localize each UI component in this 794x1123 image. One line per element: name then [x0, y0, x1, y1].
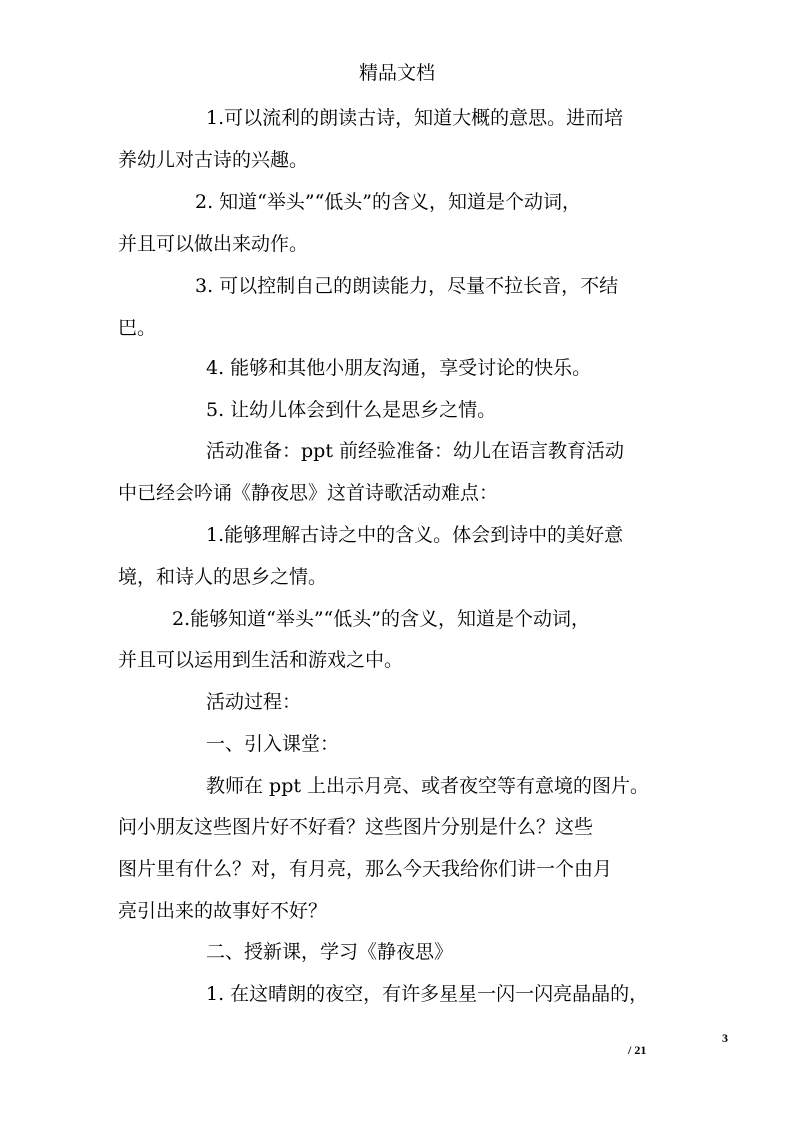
text-line: 活动准备：ppt 前经验准备：幼儿在语言教育活动 — [206, 440, 625, 462]
text-line: 养幼儿对古诗的兴趣。 — [118, 149, 309, 171]
text-line: 活动过程： — [206, 691, 302, 713]
text-line: 1.可以流利的朗读古诗，知道大概的意思。进而培 — [206, 107, 624, 129]
text-line: 问小朋友这些图片好不好看？这些图片分别是什么？这些 — [118, 816, 594, 838]
text-line: 一、引入课堂： — [206, 733, 340, 755]
text-line: 3. 可以控制自己的朗读能力，尽量不拉长音，不结 — [195, 275, 619, 297]
text-line: 境，和诗人的思乡之情。 — [118, 566, 328, 588]
text-line: 2. 知道“举头”“低头”的含义，知道是个动词， — [195, 191, 582, 213]
text-line: 图片里有什么？对，有月亮，那么今天我给你们讲一个由月 — [118, 858, 613, 880]
text-line: 1. 在这晴朗的夜空，有许多星星一闪一闪亮晶晶的， — [206, 983, 649, 1005]
text-line: 4. 能够和其他小朋友沟通，享受讨论的快乐。 — [206, 357, 592, 379]
text-line: 1.能够理解古诗之中的含义。体会到诗中的美好意 — [206, 524, 624, 546]
text-line: 中已经会吟诵《静夜思》这首诗歌活动难点： — [118, 482, 499, 504]
page-total: / 21 — [628, 1043, 647, 1057]
text-line: 巴。 — [118, 317, 157, 339]
text-line: 教师在 ppt 上出示月亮、或者夜空等有意境的图片。 — [206, 775, 650, 797]
text-line: 2.能够知道“举头”“低头”的含义，知道是个动词， — [172, 608, 590, 630]
text-line: 亮引出来的故事好不好？ — [118, 900, 328, 922]
text-line: 并且可以运用到生活和游戏之中。 — [118, 649, 404, 671]
text-line: 5. 让幼儿体会到什么是思乡之情。 — [206, 399, 497, 421]
text-line: 并且可以做出来动作。 — [118, 233, 309, 255]
page-number: 3 — [722, 1031, 728, 1045]
page-header-title: 精品文档 — [358, 62, 435, 84]
text-line: 二、授新课，学习《静夜思》 — [206, 941, 454, 963]
